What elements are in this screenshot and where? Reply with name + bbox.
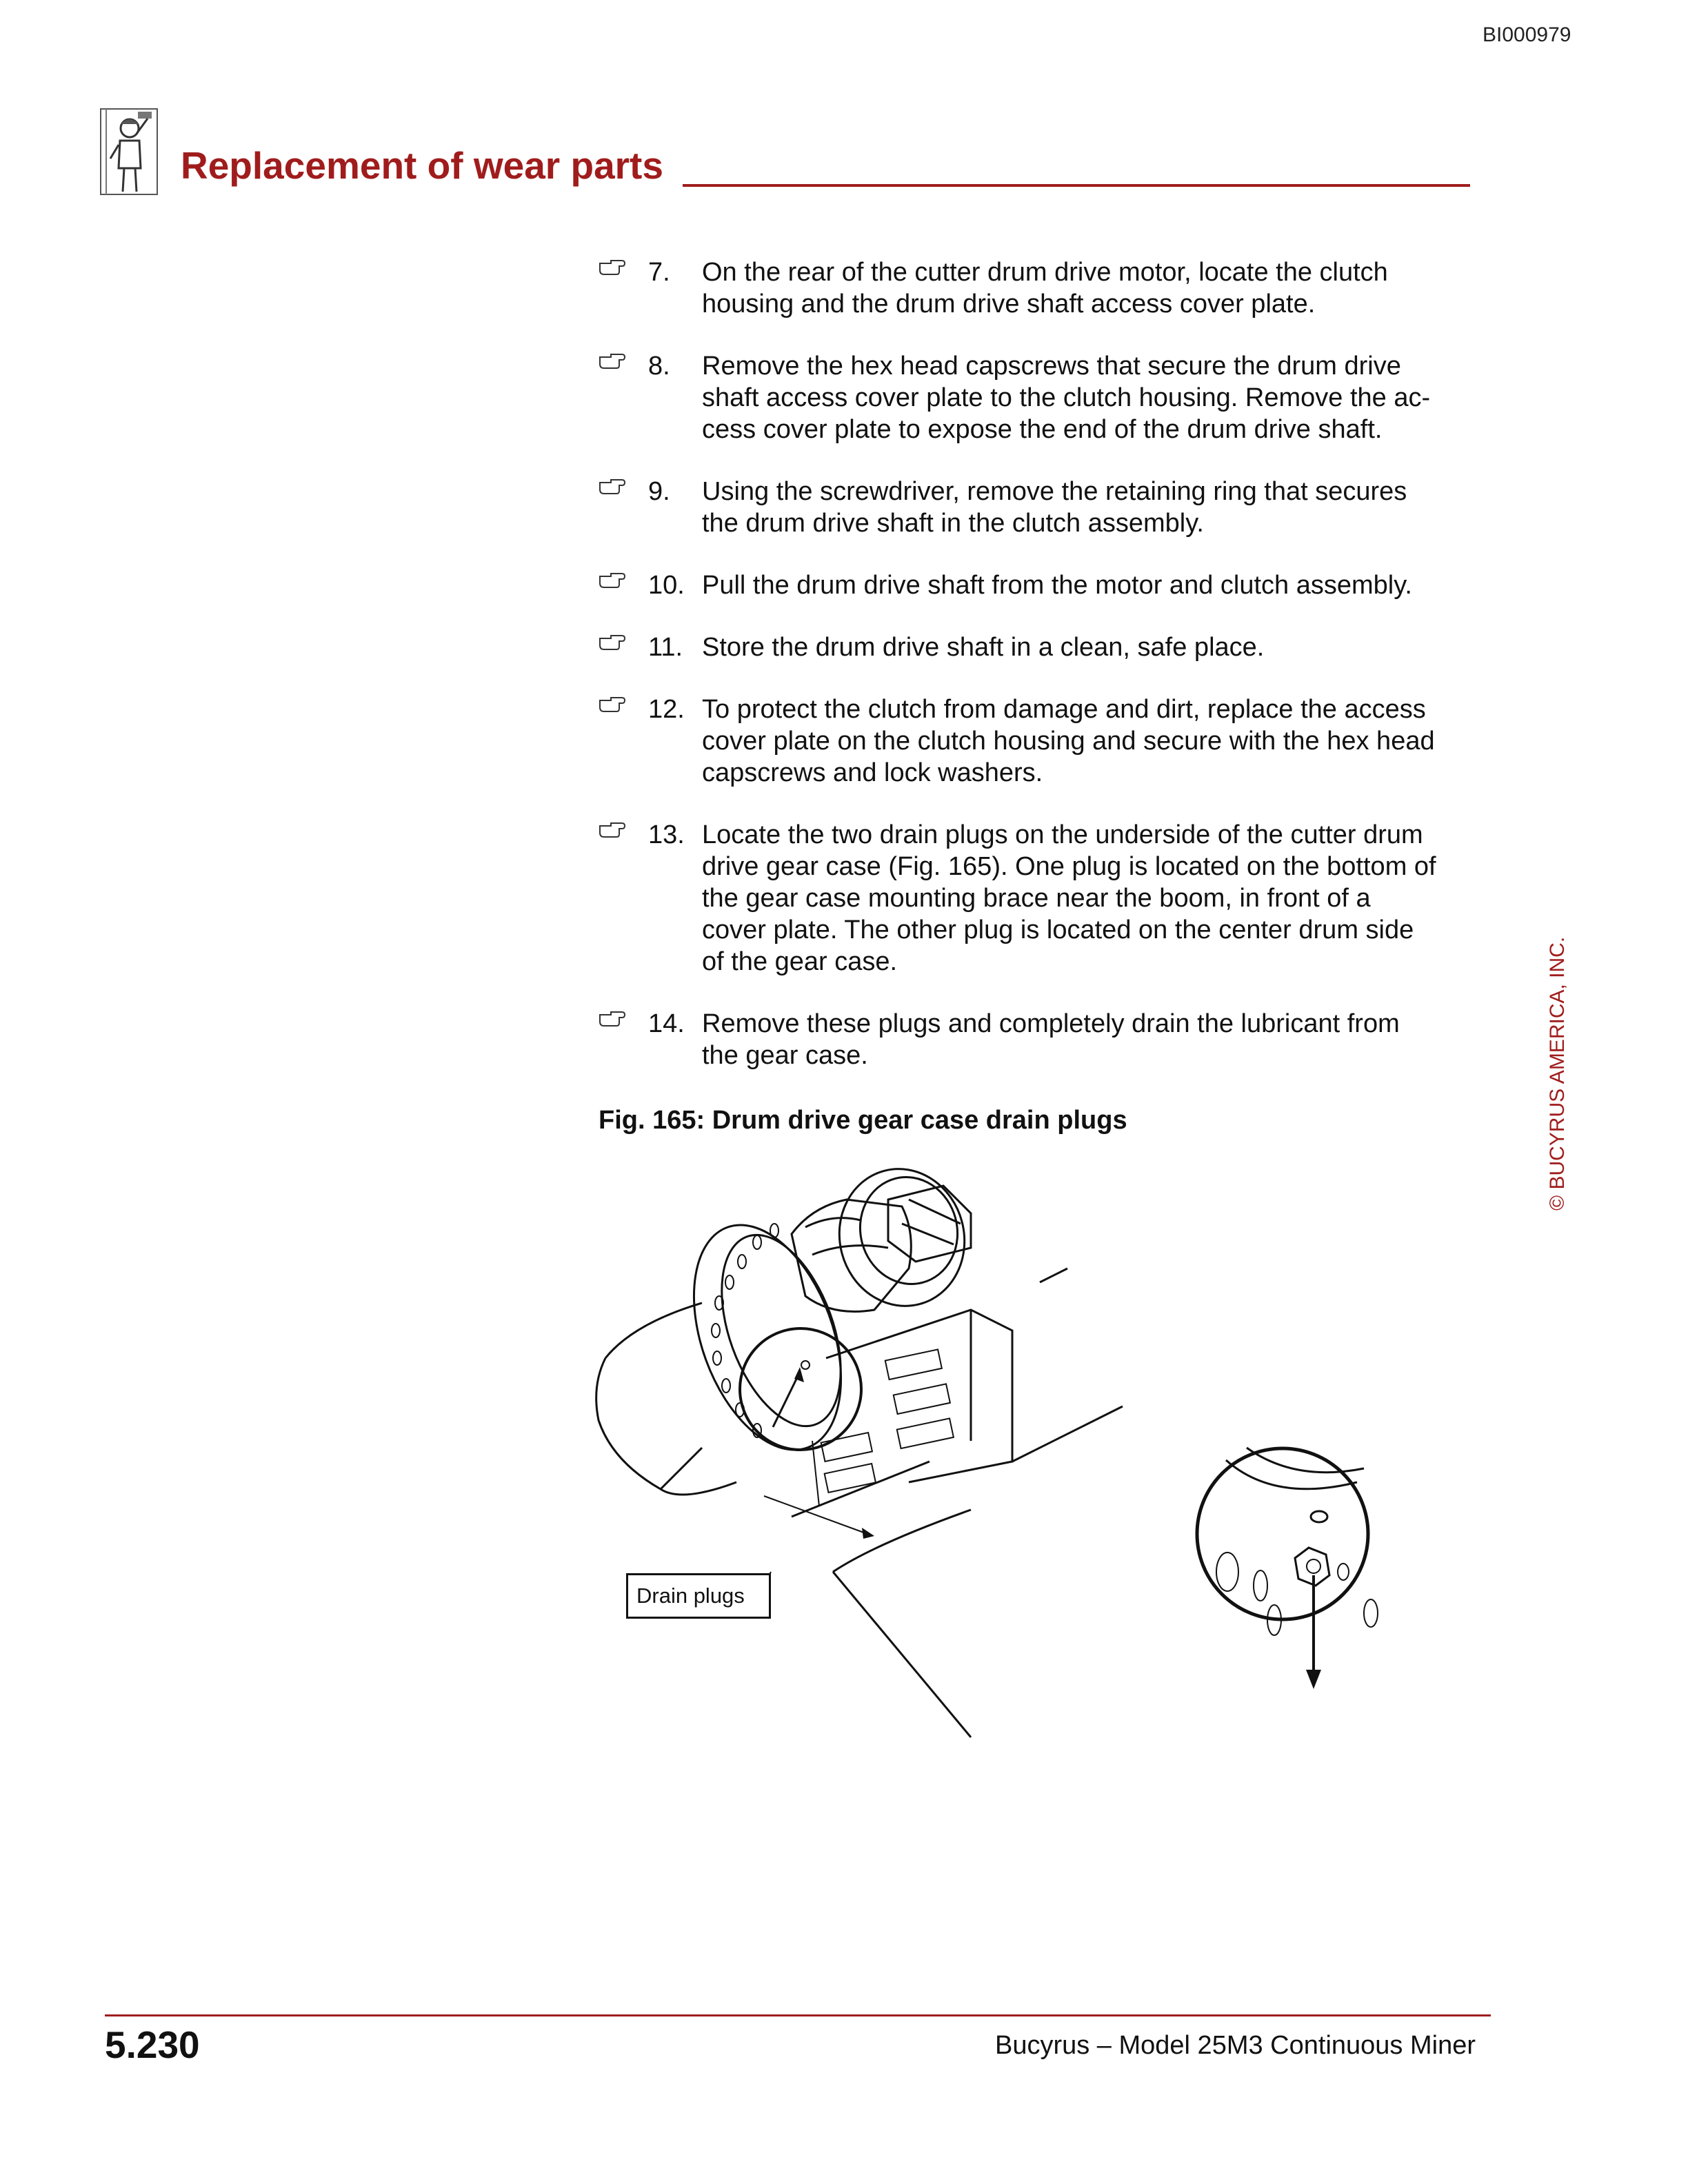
list-item xyxy=(599,694,1495,789)
footer-title: Bucyrus – Model 25M3 Continuous Miner xyxy=(994,2031,1476,2060)
step-number: 8. xyxy=(648,352,670,381)
gear-case-illustration xyxy=(585,1158,1467,1751)
list-item xyxy=(599,476,1495,539)
page-title: Replacement of wear parts xyxy=(181,144,663,187)
step-text: To protect the clutch from damage and dirt, replace the access cover plate on the clutch housing and secure with the hex head capscrews and lock washers. xyxy=(702,695,1435,787)
pointing-hand-icon xyxy=(599,352,626,370)
step-text: Remove the hex head capscrews that secure the drum drive shaft access cover plate to the clutch housing. Remove the ac- cess cover plate to expose the end of the drum drive shaft. xyxy=(702,352,1431,444)
step-number: 10. xyxy=(648,571,685,600)
step-text: Remove these plugs and completely drain the lubricant from the gear case. xyxy=(702,1009,1400,1070)
mechanic-with-wrench-icon xyxy=(99,108,159,196)
list-item xyxy=(599,1008,1495,1071)
list-item xyxy=(599,256,1495,320)
step-text: On the rear of the cutter drum drive motor, locate the clutch housing and the drum drive shaft access cover plate. xyxy=(702,258,1388,318)
step-text: Store the drum drive shaft in a clean, safe place. xyxy=(702,633,1265,662)
list-item xyxy=(599,631,1495,663)
copyright-text: © BUCYRUS AMERICA, INC. xyxy=(1546,936,1569,1211)
step-text: Using the screwdriver, remove the retaining ring that secures the drum drive shaft in the clutch assembly. xyxy=(702,477,1407,538)
step-number: 12. xyxy=(648,695,685,724)
step-text: Pull the drum drive shaft from the motor and clutch assembly. xyxy=(702,571,1412,600)
pointing-hand-icon xyxy=(599,695,626,713)
pointing-hand-icon xyxy=(599,477,626,495)
drain-plugs-callout: Drain plugs xyxy=(626,1573,771,1619)
step-text: Locate the two drain plugs on the underside of the cutter drum drive gear case (Fig. 165). One plug is located on the bottom of the gear case mounting brace near the boom, in front of a cover plate. The other plug is located on the center drum side of the gear case. xyxy=(702,820,1436,976)
list-item xyxy=(599,819,1495,978)
document-id: BI000979 xyxy=(1483,23,1571,46)
step-number: 7. xyxy=(648,258,670,287)
step-number: 14. xyxy=(648,1009,685,1038)
title-rule xyxy=(683,184,1470,187)
footer-rule xyxy=(105,2014,1491,2016)
figure-caption: Fig. 165: Drum drive gear case drain plugs xyxy=(599,1106,1127,1135)
step-list xyxy=(599,256,1495,1071)
pointing-hand-icon xyxy=(599,633,626,651)
step-number: 11. xyxy=(648,633,683,662)
pointing-hand-icon xyxy=(599,571,626,589)
pointing-hand-icon xyxy=(599,258,626,276)
step-number: 13. xyxy=(648,820,685,849)
step-number: 9. xyxy=(648,477,670,506)
page-number: 5.230 xyxy=(105,2023,200,2066)
list-item xyxy=(599,350,1495,445)
list-item xyxy=(599,569,1495,601)
pointing-hand-icon xyxy=(599,820,626,838)
pointing-hand-icon xyxy=(599,1009,626,1027)
